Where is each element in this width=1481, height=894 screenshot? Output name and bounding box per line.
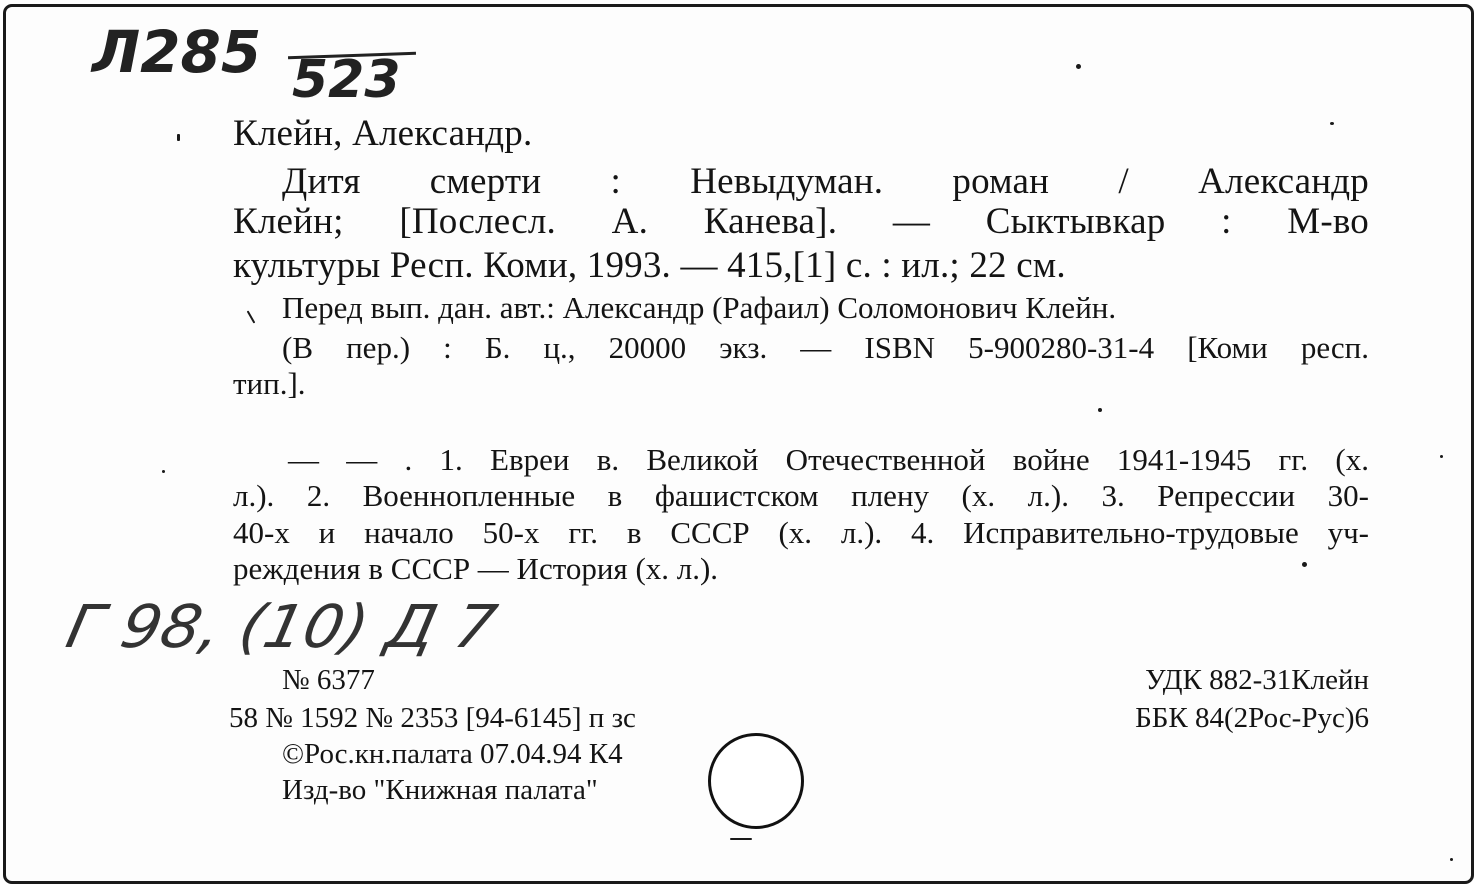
scan-speck — [1076, 64, 1081, 69]
scan-speck — [177, 134, 180, 141]
handwritten-classification: Г 98, (10) Д 7 — [60, 591, 503, 662]
scan-speck — [1440, 455, 1443, 458]
scan-speck — [730, 838, 752, 840]
author-heading: Клейн, Александр. — [233, 113, 533, 154]
registry-line: 58 № 1592 № 2353 [94-6145] п зс — [229, 702, 636, 734]
binding-line-1: (В пер.) : Б. ц., 20000 экз. — ISBN 5-900280-31-4 [Коми респ. — [282, 330, 1369, 365]
title-line-3: культуры Респ. Коми, 1993. — 415,[1] с. : ил.; 22 см. — [233, 245, 1066, 286]
copyright-line: ©Рос.кн.палата 07.04.94 К4 — [282, 738, 623, 770]
punch-hole — [708, 733, 804, 829]
handwritten-sub-number: 523 — [292, 50, 401, 110]
scan-speck — [1330, 122, 1334, 125]
title-line-1: Дитя смерти : Невыдуман. роман / Александр — [282, 161, 1369, 202]
publisher-line: Изд-во "Книжная палата" — [282, 774, 598, 806]
binding-line-2: тип.]. — [233, 366, 306, 401]
scan-speck — [1098, 408, 1102, 412]
title-line-2: Клейн; [Послесл. А. Канева]. — Сыктывкар : М-во — [233, 201, 1369, 242]
author-note: Перед вып. дан. авт.: Александр (Рафаил) Соломонович Клейн. — [282, 290, 1117, 325]
card-number: № 6377 — [282, 664, 375, 696]
scan-speck — [1450, 858, 1453, 861]
scan-speck — [1302, 562, 1307, 567]
subject-line-2: л.). 2. Военнопленные в фашистском плену (х. л.). 3. Репрессии 30- — [233, 478, 1369, 513]
subject-line-1: — — . 1. Евреи в. Великой Отечественной войне 1941-1945 гг. (х. — [288, 442, 1369, 477]
subject-line-3: 40-х и начало 50-х гг. в СССР (х. л.). 4. Исправительно-трудовые уч- — [233, 515, 1369, 550]
scan-speck — [162, 470, 165, 473]
subject-line-4: реждения в СССР — История (х. л.). — [233, 551, 719, 586]
bbk-code: ББК 84(2Рос-Рус)6 — [1135, 702, 1369, 734]
udk-code: УДК 882-31Клейн — [1145, 664, 1369, 696]
handwritten-call-number: Л285 — [92, 18, 262, 86]
